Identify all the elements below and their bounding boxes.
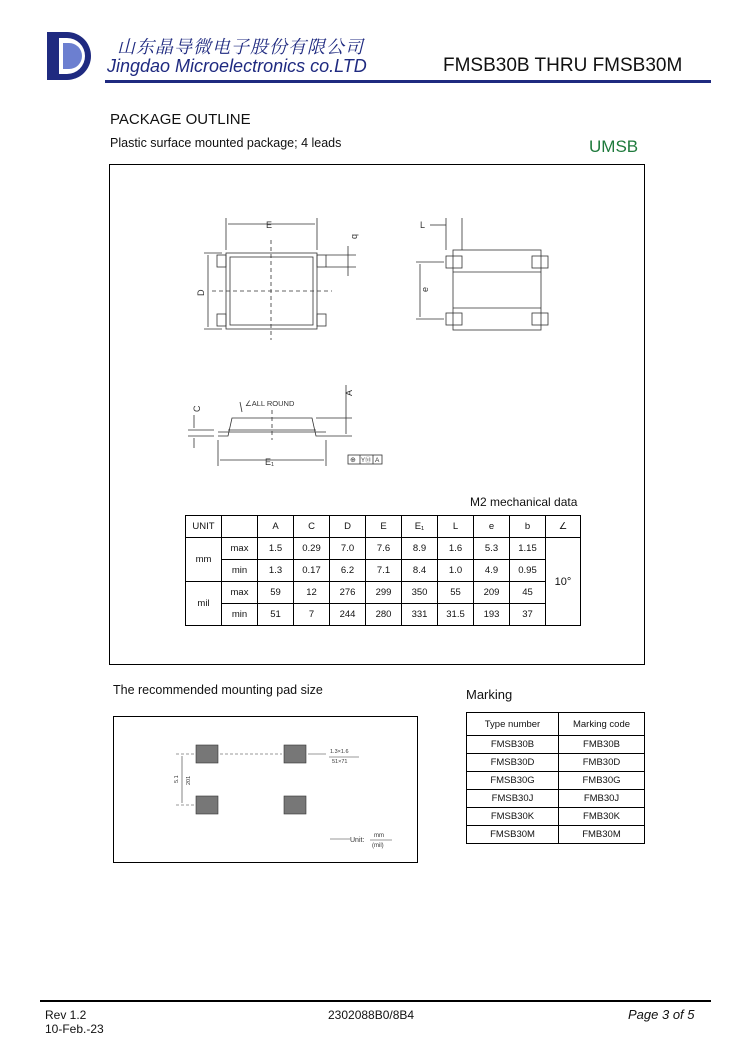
mechanical-data-table	[185, 515, 581, 626]
type-number-cell: FMSB30J	[467, 790, 559, 808]
gdt-datum: A	[375, 457, 380, 464]
unit-bottom: (mil)	[372, 843, 384, 849]
limit-cell: max	[222, 582, 258, 604]
table-header-row	[186, 516, 581, 538]
dim-label-A: A	[344, 389, 354, 396]
value-cell: 1.5	[258, 538, 294, 560]
value-cell: 209	[474, 582, 510, 604]
table-row	[467, 790, 645, 808]
gdt-modifier: YⓂ	[361, 458, 372, 464]
unit-label: Unit:	[350, 837, 365, 844]
type-number-cell: FMSB30M	[467, 826, 559, 844]
table-row	[186, 560, 581, 582]
value-cell: 8.4	[402, 560, 438, 582]
page-number: Page 3 of 5	[628, 1007, 695, 1022]
limit-cell: min	[222, 560, 258, 582]
table-header-cell: e	[474, 516, 510, 538]
value-cell: 280	[366, 604, 402, 626]
pad-size-mm: 1.3×1.6	[330, 749, 349, 755]
table-header-cell: b	[510, 516, 546, 538]
value-cell: 193	[474, 604, 510, 626]
value-cell: 0.95	[510, 560, 546, 582]
marking-code-cell: FMB30K	[559, 808, 645, 826]
all-round-note: ∠ALL ROUND	[245, 399, 295, 408]
footer-divider	[40, 1000, 711, 1002]
value-cell: 6.2	[330, 560, 366, 582]
mounting-pad-frame	[113, 716, 418, 863]
limit-cell: min	[222, 604, 258, 626]
unit-cell: mil	[186, 582, 222, 626]
marking-title: Marking	[466, 687, 513, 702]
revision: Rev 1.2	[45, 1008, 87, 1022]
value-cell: 7.6	[366, 538, 402, 560]
dim-label-D: D	[196, 289, 206, 296]
table-row	[467, 826, 645, 844]
value-cell: 299	[366, 582, 402, 604]
pad-square	[284, 745, 306, 763]
dim-label-E1: E₁	[265, 457, 275, 467]
table-row	[186, 582, 581, 604]
unit-cell: mm	[186, 538, 222, 582]
dim-label-e: e	[420, 286, 430, 292]
part-range-title: FMSB30B THRU FMSB30M	[443, 55, 683, 76]
angle-cell: 10°	[546, 538, 581, 626]
table-row	[467, 808, 645, 826]
value-cell: 331	[402, 604, 438, 626]
table-header-cell: C	[294, 516, 330, 538]
marking-code-cell: FMB30D	[559, 754, 645, 772]
table-row	[467, 754, 645, 772]
limit-cell: max	[222, 538, 258, 560]
pad-square	[284, 796, 306, 814]
value-cell: 8.9	[402, 538, 438, 560]
pad-square	[196, 745, 218, 763]
marking-code-cell: FMB30B	[559, 736, 645, 754]
pad-square	[196, 796, 218, 814]
value-cell: 55	[438, 582, 474, 604]
table-row	[186, 604, 581, 626]
value-cell: 7.1	[366, 560, 402, 582]
value-cell: 1.3	[258, 560, 294, 582]
marking-table	[466, 712, 645, 844]
value-cell: 350	[402, 582, 438, 604]
unit-top: mm	[374, 833, 384, 839]
revision-date: 10-Feb.-23	[45, 1022, 104, 1036]
marking-code-cell: FMB30G	[559, 772, 645, 790]
table-header-cell: Type number	[467, 713, 559, 736]
marking-code-cell: FMB30J	[559, 790, 645, 808]
value-cell: 276	[330, 582, 366, 604]
package-outline-title: PACKAGE OUTLINE	[110, 111, 251, 128]
company-name-english: Jingdao Microelectronics co.LTD	[107, 56, 367, 76]
table-header-cell: D	[330, 516, 366, 538]
value-cell: 45	[510, 582, 546, 604]
table-header-cell: Marking code	[559, 713, 645, 736]
company-logo-icon	[45, 30, 97, 82]
table-header-cell: ∠	[546, 516, 581, 538]
table-header-cell	[222, 516, 258, 538]
type-number-cell: FMSB30K	[467, 808, 559, 826]
value-cell: 244	[330, 604, 366, 626]
type-number-cell: FMSB30B	[467, 736, 559, 754]
type-number-cell: FMSB30D	[467, 754, 559, 772]
table-header-cell: A	[258, 516, 294, 538]
value-cell: 12	[294, 582, 330, 604]
value-cell: 31.5	[438, 604, 474, 626]
mechanical-data-caption: M2 mechanical data	[470, 495, 578, 509]
value-cell: 37	[510, 604, 546, 626]
package-code: UMSB	[589, 137, 639, 156]
header-divider	[105, 80, 711, 83]
table-header-cell: E	[366, 516, 402, 538]
company-name-chinese: 山东晶导微电子股份有限公司	[117, 37, 364, 58]
marking-code-cell: FMB30M	[559, 826, 645, 844]
dim-label-E: E	[266, 220, 273, 230]
document-number: 2302088B0/8B4	[328, 1008, 415, 1022]
dim-label-b: b	[350, 234, 360, 240]
pad-pitch-mm: 5.1	[174, 775, 180, 783]
value-cell: 7.0	[330, 538, 366, 560]
pad-pitch-mil: 201	[186, 775, 192, 785]
pad-size-mil: 51×71	[332, 759, 348, 765]
mounting-pad-drawing	[114, 717, 417, 862]
table-row	[467, 736, 645, 754]
dim-label-L: L	[420, 220, 426, 230]
value-cell: 0.29	[294, 538, 330, 560]
value-cell: 59	[258, 582, 294, 604]
table-header-cell: UNIT	[186, 516, 222, 538]
value-cell: 51	[258, 604, 294, 626]
dim-label-C: C	[192, 405, 202, 412]
table-header-row	[467, 713, 645, 736]
value-cell: 5.3	[474, 538, 510, 560]
value-cell: 7	[294, 604, 330, 626]
table-header-cell: E₁	[402, 516, 438, 538]
mounting-pad-title: The recommended mounting pad size	[113, 683, 323, 697]
value-cell: 1.15	[510, 538, 546, 560]
table-row	[186, 538, 581, 560]
table-row	[467, 772, 645, 790]
package-outline-subtitle: Plastic surface mounted package; 4 leads	[110, 136, 342, 150]
value-cell: 1.6	[438, 538, 474, 560]
table-header-cell: L	[438, 516, 474, 538]
value-cell: 4.9	[474, 560, 510, 582]
gdt-symbol: ⊕	[350, 457, 356, 464]
value-cell: 1.0	[438, 560, 474, 582]
value-cell: 0.17	[294, 560, 330, 582]
type-number-cell: FMSB30G	[467, 772, 559, 790]
